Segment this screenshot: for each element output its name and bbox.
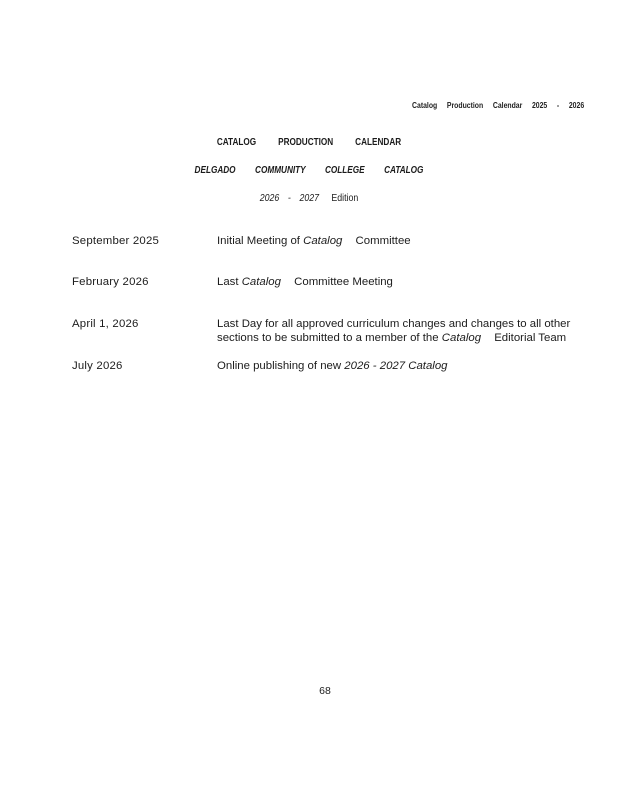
- schedule-date: April 1, 2026: [72, 318, 139, 330]
- schedule-description: [217, 317, 594, 345]
- description-italic: Catalog: [441, 332, 482, 344]
- schedule-row: [72, 317, 594, 345]
- description-italic: Catalog: [241, 276, 281, 288]
- description-text: Online publishing of new: [217, 360, 345, 372]
- running-header: Catalog Production Calendar 2025 - 2026: [411, 101, 584, 110]
- description-text: Initial Meeting of: [217, 235, 304, 247]
- schedule-row: [72, 275, 594, 289]
- page-title: CATALOG PRODUCTION CALENDAR: [216, 137, 402, 148]
- schedule-date: September 2025: [72, 235, 160, 247]
- edition-line: [37, 193, 581, 204]
- schedule-description: [217, 234, 594, 248]
- edition-years: 2026 - 2027: [259, 193, 320, 204]
- schedule-date: July 2026: [72, 360, 123, 372]
- edition-label: Edition: [331, 193, 359, 204]
- schedule-description: [217, 359, 594, 373]
- page-footer: [0, 685, 618, 697]
- schedule-row: [72, 234, 594, 248]
- page-number: 68: [319, 685, 331, 697]
- page-subtitle: DELGADO COMMUNITY COLLEGE CATALOG: [194, 165, 424, 176]
- description-text: Committee: [352, 235, 411, 247]
- description-text: Last Day for all approved curriculum changes and changes to all other sections to be submitted to a member of the: [217, 318, 571, 344]
- schedule-date: February 2026: [72, 276, 149, 288]
- description-text: Last: [217, 276, 242, 288]
- schedule-row: [72, 359, 594, 373]
- description-italic: Catalog: [303, 235, 343, 247]
- description-text: Committee Meeting: [290, 276, 393, 288]
- description-text: Editorial Team: [491, 332, 567, 344]
- description-italic: 2026 - 2027 Catalog: [344, 360, 448, 372]
- schedule-description: [217, 275, 594, 289]
